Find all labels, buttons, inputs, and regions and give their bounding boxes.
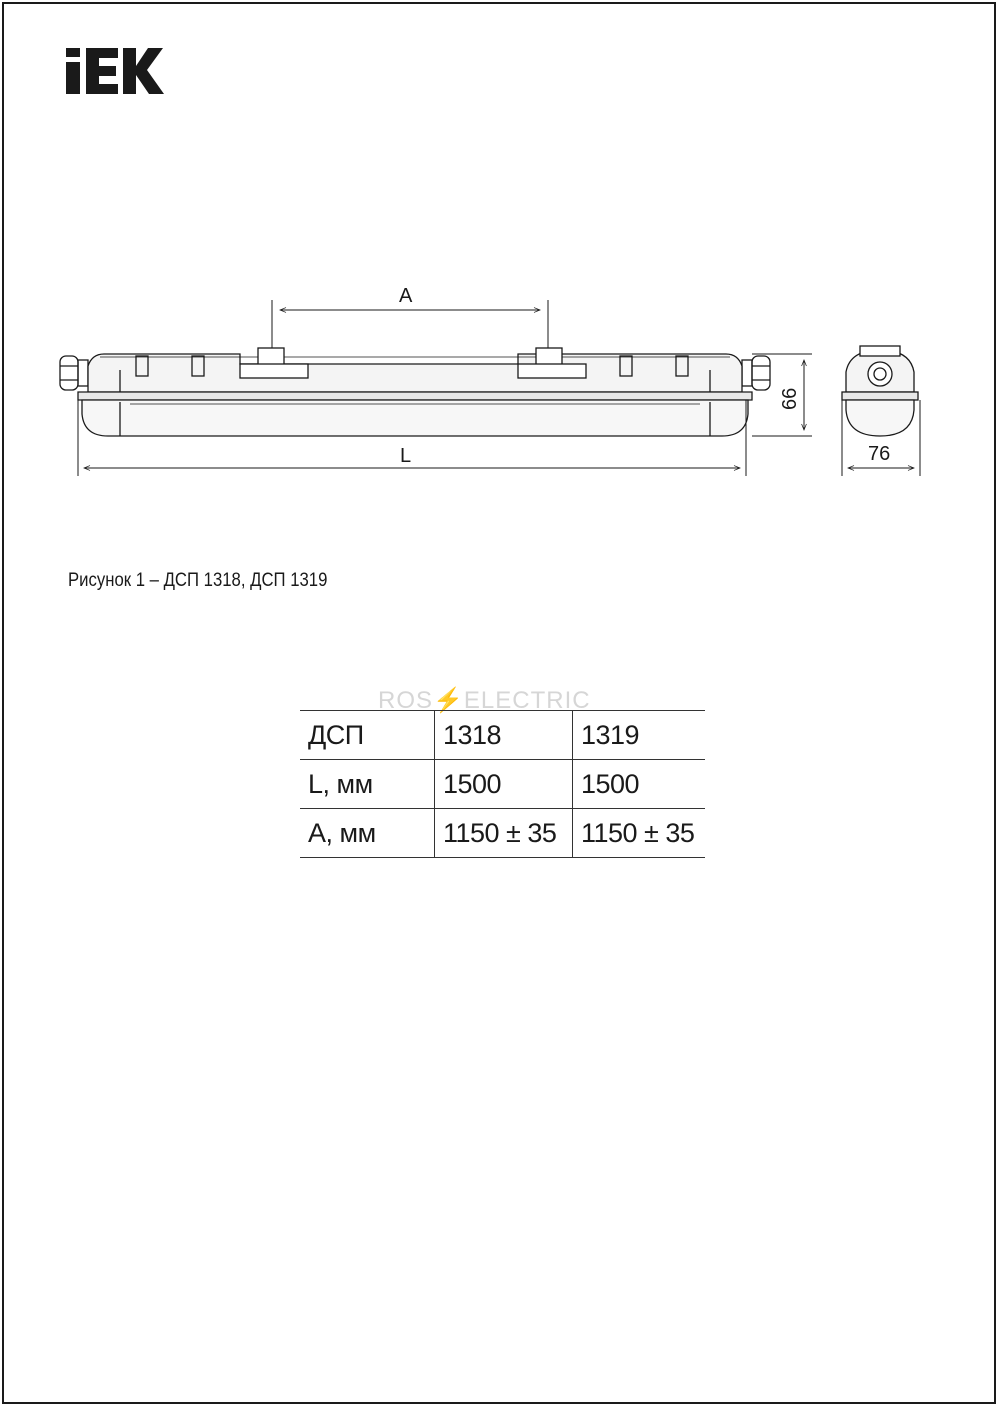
table-cell: 1318 bbox=[435, 711, 573, 760]
watermark-right: ELECTRIC bbox=[463, 687, 591, 714]
table-cell: 1150 ± 35 bbox=[435, 809, 573, 858]
spec-table bbox=[300, 710, 705, 858]
table-row bbox=[300, 711, 705, 760]
table-cell: 1319 bbox=[573, 711, 706, 760]
technical-drawing bbox=[0, 0, 1000, 520]
luminaire-end-view bbox=[842, 346, 918, 436]
table-cell: L, мм bbox=[300, 760, 435, 809]
dim-width-label: 76 bbox=[868, 443, 891, 465]
dimension-a bbox=[272, 300, 548, 348]
watermark-left: ROS bbox=[378, 687, 434, 714]
table-row bbox=[300, 760, 705, 809]
lightning-icon: ⚡ bbox=[433, 687, 464, 714]
luminaire-side-view bbox=[60, 348, 770, 436]
table-cell: 1500 bbox=[435, 760, 573, 809]
table-cell: A, мм bbox=[300, 809, 435, 858]
table-cell: 1500 bbox=[573, 760, 706, 809]
table-cell: ДСП bbox=[300, 711, 435, 760]
figure-caption: Рисунок 1 – ДСП 1318, ДСП 1319 bbox=[68, 570, 328, 591]
table-cell: 1150 ± 35 bbox=[573, 809, 706, 858]
dim-height-label: 66 bbox=[779, 387, 801, 410]
dim-a-label: A bbox=[399, 285, 413, 307]
dim-l-label: L bbox=[400, 445, 412, 467]
table-row bbox=[300, 809, 705, 858]
